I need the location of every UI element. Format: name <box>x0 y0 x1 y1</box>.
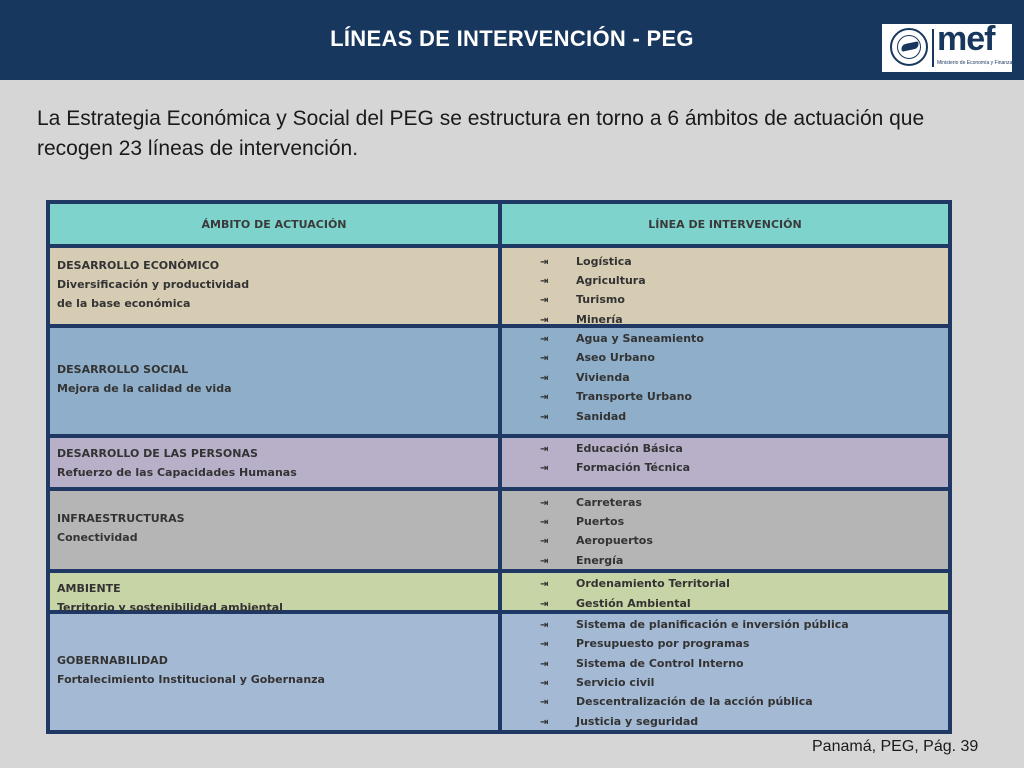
arrow-right-tab-icon: ⇥ <box>540 639 549 651</box>
ambito-subtitle: Diversificación y productividad de la base económica <box>57 278 250 310</box>
arrow-right-tab-icon: ⇥ <box>540 372 549 384</box>
linea-item <box>540 496 642 511</box>
linea-label: Logística <box>576 255 632 268</box>
linea-item <box>540 676 654 691</box>
linea-label: Descentralización de la acción pública <box>576 695 813 709</box>
linea-item <box>540 442 683 457</box>
arrow-right-tab-icon: ⇥ <box>540 353 549 365</box>
linea-item <box>540 554 623 569</box>
arrow-right-tab-icon: ⇥ <box>540 498 549 509</box>
linea-item <box>540 410 626 425</box>
linea-item <box>540 332 704 347</box>
linea-label: Aseo Urbano <box>576 351 655 365</box>
arrow-right-tab-icon: ⇥ <box>540 334 549 345</box>
lineas-cell <box>502 573 948 610</box>
arrow-right-tab-icon: ⇥ <box>540 463 549 475</box>
arrow-right-tab-icon: ⇥ <box>540 599 549 610</box>
linea-label: Servicio civil <box>576 675 655 689</box>
ambito-cell <box>50 491 498 569</box>
linea-item <box>540 515 624 530</box>
arrow-right-tab-icon: ⇥ <box>540 716 549 728</box>
lineas-cell <box>502 438 948 487</box>
linea-item <box>540 637 749 652</box>
linea-label: Aeropuertos <box>576 534 653 548</box>
ambito-cell <box>50 573 498 614</box>
linea-item <box>540 313 623 328</box>
linea-item <box>540 715 698 730</box>
linea-label: Turismo <box>576 293 625 307</box>
intro-paragraph: La Estrategia Económica y Social del PEG se estructura en torno a 6 ámbitos de actuación que recogen 23 líneas de intervención. <box>37 107 925 160</box>
ambito-title: DESARROLLO SOCIAL <box>57 363 189 376</box>
ambito-subtitle: Refuerzo de las Capacidades Humanas <box>57 466 297 479</box>
logo-text: mef <box>937 20 995 58</box>
title-bar <box>0 0 1024 80</box>
arrow-right-tab-icon: ⇥ <box>540 517 549 529</box>
ambito-title: DESARROLLO DE LAS PERSONAS <box>57 447 258 460</box>
source-citation: Panamá, PEG, Pág. 39 <box>812 738 979 755</box>
ambito-subtitle: Territorio y sostenibilidad ambiental <box>57 601 283 614</box>
linea-item <box>540 657 744 672</box>
linea-item <box>540 390 692 405</box>
logo-divider <box>932 29 934 67</box>
ambito-title: AMBIENTE <box>57 582 121 595</box>
linea-item <box>540 293 625 308</box>
ambito-subtitle: Conectividad <box>57 531 138 544</box>
arrow-right-tab-icon: ⇥ <box>540 257 549 268</box>
linea-item <box>540 577 730 592</box>
linea-item <box>540 351 655 366</box>
linea-label: Formación Técnica <box>576 461 691 475</box>
arrow-right-tab-icon: ⇥ <box>540 295 549 307</box>
logo-subtitle: Ministerio de Economía y Finanzas <box>937 60 1015 66</box>
linea-label: Carreteras <box>576 496 642 509</box>
arrow-right-tab-icon: ⇥ <box>540 276 549 288</box>
linea-item <box>540 274 646 289</box>
arrow-right-tab-icon: ⇥ <box>540 392 549 404</box>
linea-label: Transporte Urbano <box>576 390 692 404</box>
linea-label: Presupuesto por programas <box>576 637 750 651</box>
header-linea: LÍNEA DE INTERVENCIÓN <box>502 204 948 244</box>
interventions-table <box>46 200 952 734</box>
linea-label: Justicia y seguridad <box>576 714 699 728</box>
ambito-title: GOBERNABILIDAD <box>57 654 168 667</box>
linea-label: Educación Básica <box>576 442 683 455</box>
ambito-cell <box>50 248 498 324</box>
linea-item <box>540 255 632 270</box>
arrow-right-tab-icon: ⇥ <box>540 677 549 689</box>
lineas-cell <box>502 248 948 324</box>
slide-title: LÍNEAS DE INTERVENCIÓN - PEG <box>330 26 694 51</box>
linea-label: Gestión Ambiental <box>576 597 691 610</box>
linea-label: Puertos <box>576 515 625 529</box>
ambito-cell <box>50 328 498 434</box>
linea-item <box>540 597 691 612</box>
arrow-right-tab-icon: ⇥ <box>540 555 549 567</box>
linea-label: Agua y Saneamiento <box>576 332 704 345</box>
ambito-title: INFRAESTRUCTURAS <box>57 512 185 525</box>
arrow-right-tab-icon: ⇥ <box>540 411 549 423</box>
linea-label: Sistema de Control Interno <box>576 656 744 670</box>
linea-label: Energía <box>576 553 624 567</box>
ambito-title: DESARROLLO ECONÓMICO <box>57 259 220 272</box>
linea-label: Sanidad <box>576 409 627 423</box>
ambito-subtitle: Mejora de la calidad de vida <box>57 382 232 395</box>
linea-label: Sistema de planificación e inversión pública <box>576 618 849 631</box>
linea-item <box>540 371 630 386</box>
ambito-subtitle: Fortalecimiento Institucional y Gobernanza <box>57 673 325 686</box>
arrow-right-tab-icon: ⇥ <box>540 658 549 670</box>
panama-seal-icon <box>890 28 928 66</box>
linea-label: Ordenamiento Territorial <box>576 577 730 590</box>
linea-item <box>540 461 690 476</box>
linea-item <box>540 534 653 549</box>
mef-logo <box>882 20 1015 72</box>
linea-label: Agricultura <box>576 274 646 288</box>
arrow-right-tab-icon: ⇥ <box>540 314 549 326</box>
arrow-right-tab-icon: ⇥ <box>540 536 549 548</box>
linea-label: Minería <box>576 312 623 326</box>
lineas-cell <box>502 491 948 569</box>
linea-item <box>540 618 849 633</box>
arrow-right-tab-icon: ⇥ <box>540 444 549 455</box>
arrow-right-tab-icon: ⇥ <box>540 620 549 631</box>
arrow-right-tab-icon: ⇥ <box>540 697 549 709</box>
header-ambito: ÁMBITO DE ACTUACIÓN <box>50 204 498 244</box>
ambito-cell <box>50 438 498 487</box>
linea-item <box>540 695 813 710</box>
ambito-cell <box>50 614 498 730</box>
lineas-cell <box>502 614 948 730</box>
linea-label: Vivienda <box>576 370 630 384</box>
arrow-right-tab-icon: ⇥ <box>540 579 549 590</box>
lineas-cell <box>502 328 948 434</box>
